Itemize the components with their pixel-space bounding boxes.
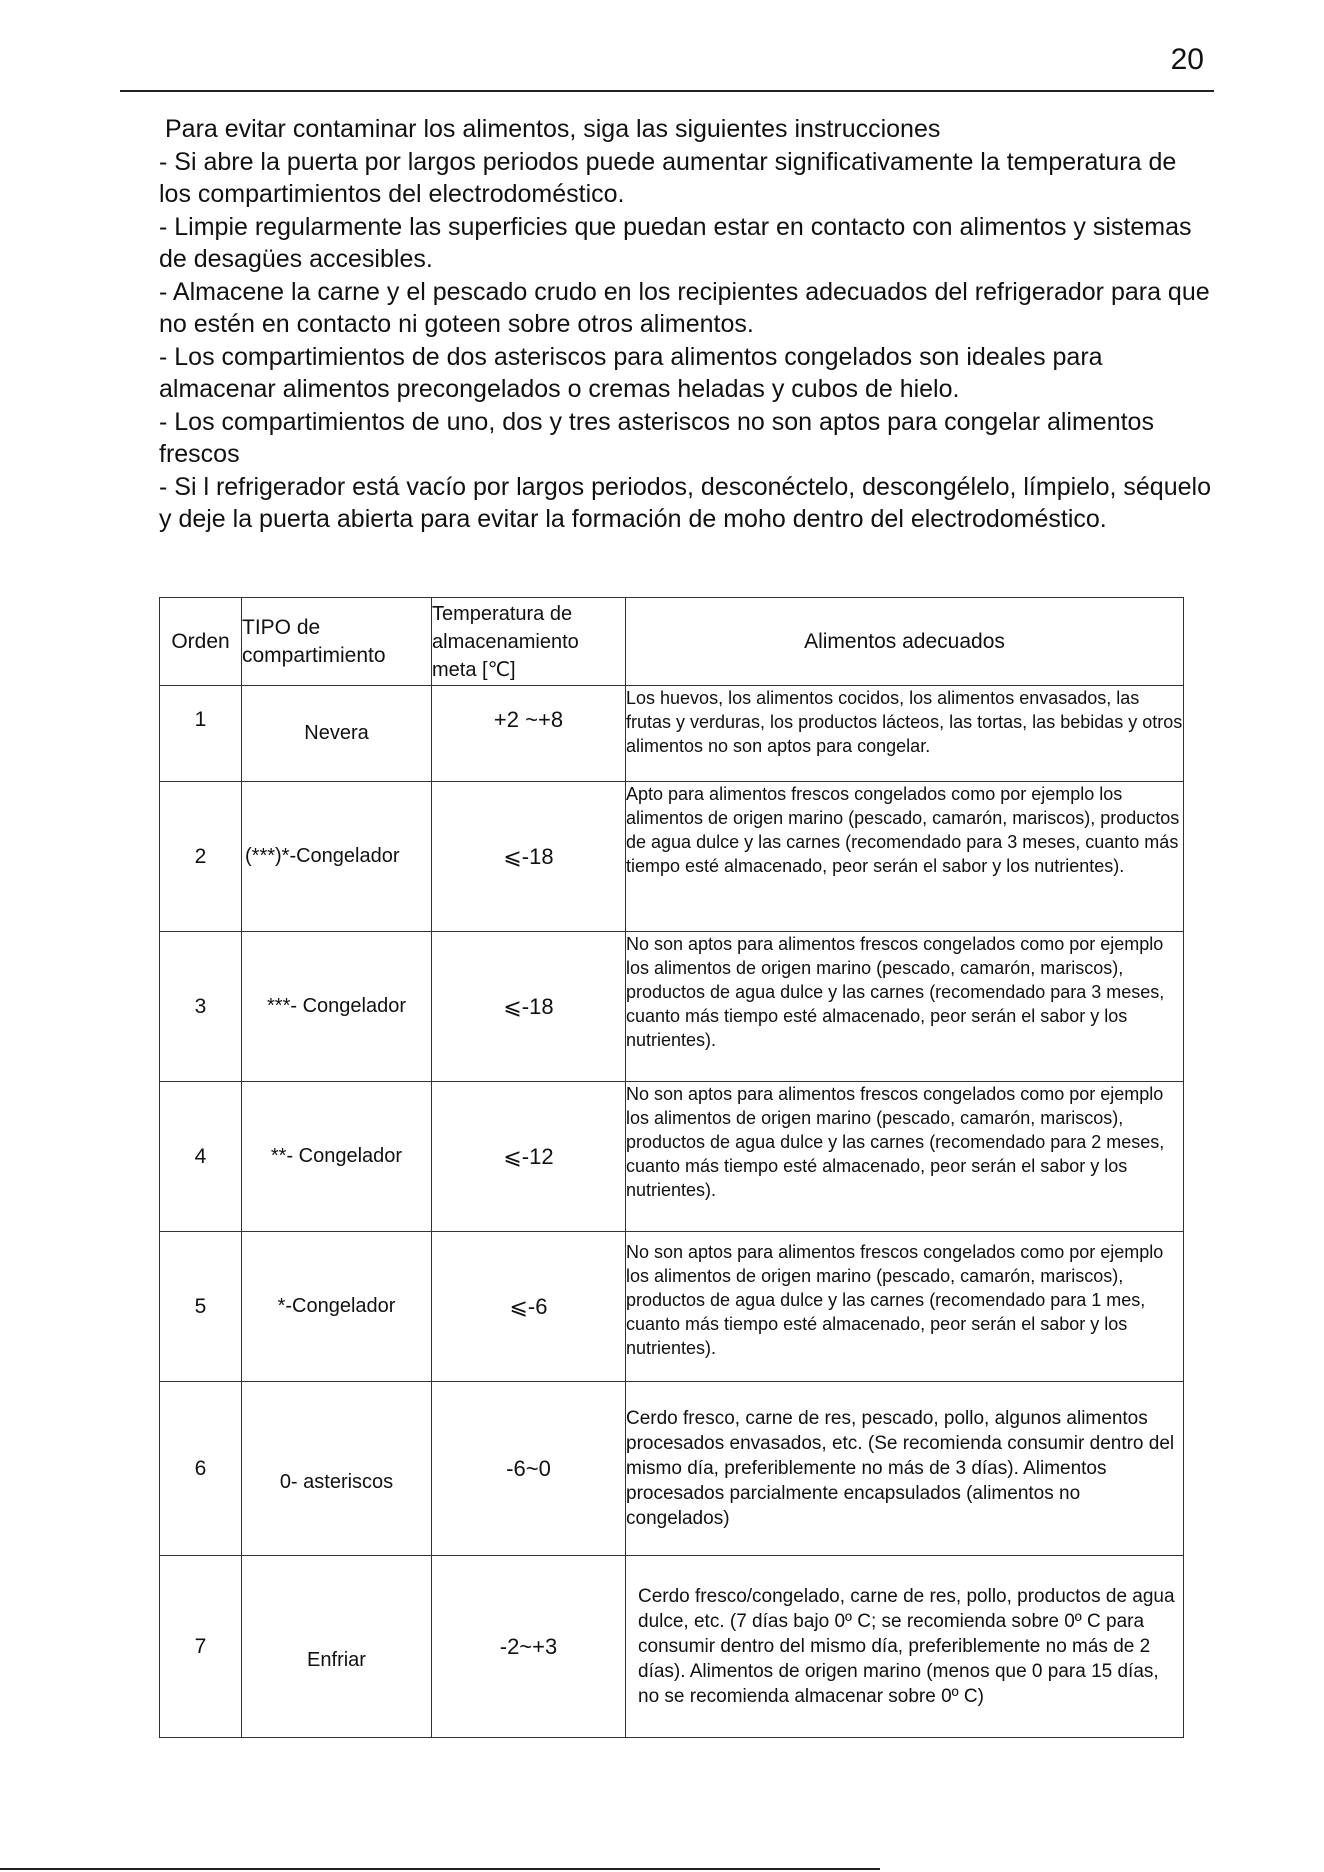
page-number: 20 bbox=[1170, 43, 1204, 76]
row-temp: ⩽-12 bbox=[432, 1082, 626, 1232]
row-foods: Apto para alimentos frescos congelados como por ejemplo los alimentos de origen marino (pescado, camarón, mariscos), productos de agua dulce y las carnes (recomendado para 3 meses, cuanto más tiempo esté almacenado, peor serán el sabor y los nutrientes). bbox=[626, 782, 1184, 932]
row-temp: ⩽-6 bbox=[432, 1232, 626, 1382]
table-row bbox=[160, 1382, 1184, 1556]
row-temp: -6~0 bbox=[432, 1382, 626, 1556]
row-type: **- Congelador bbox=[242, 1082, 432, 1232]
row-type: (***)*-Congelador bbox=[242, 782, 432, 932]
intro-line: - Si l refrigerador está vacío por largos periodos, desconéctelo, descongélelo, límpielo, séquelo y deje la puerta abierta para evitar la formación de moho dentro del electrodoméstico. bbox=[159, 472, 1211, 533]
row-order: 5 bbox=[160, 1232, 242, 1382]
row-foods: No son aptos para alimentos frescos congelados como por ejemplo los alimentos de origen marino (pescado, camarón, mariscos), productos de agua dulce y las carnes (recomendado para 1 mes, cuanto más tiempo esté almacenado, peor serán el sabor y los nutrientes). bbox=[626, 1232, 1184, 1382]
row-type: *-Congelador bbox=[242, 1232, 432, 1382]
row-order: 2 bbox=[160, 782, 242, 932]
row-temp: ⩽-18 bbox=[432, 932, 626, 1082]
table-row bbox=[160, 1082, 1184, 1232]
header-order: Orden bbox=[160, 598, 242, 686]
row-order: 6 bbox=[160, 1382, 242, 1556]
table-row bbox=[160, 686, 1184, 782]
table-row bbox=[160, 932, 1184, 1082]
row-order: 7 bbox=[160, 1556, 242, 1738]
header-foods: Alimentos adecuados bbox=[626, 598, 1184, 686]
row-order: 4 bbox=[160, 1082, 242, 1232]
header-type: TIPO de compartimiento bbox=[242, 598, 432, 686]
row-foods: Cerdo fresco/congelado, carne de res, pollo, productos de agua dulce, etc. (7 días bajo 0º C; se recomienda sobre 0º C para consumir dentro del mismo día, preferiblemente no más de 2 días). Alimentos de origen marino (menos que 0 para 15 días, no se recomienda almacenar sobre 0º C) bbox=[626, 1556, 1184, 1738]
table-row bbox=[160, 1556, 1184, 1738]
row-foods: No son aptos para alimentos frescos congelados como por ejemplo los alimentos de origen marino (pescado, camarón, mariscos), productos de agua dulce y las carnes (recomendado para 2 meses, cuanto más tiempo esté almacenado, peor serán el sabor y los nutrientes). bbox=[626, 1082, 1184, 1232]
table-row bbox=[160, 1232, 1184, 1382]
row-type: 0- asteriscos bbox=[242, 1382, 432, 1556]
header-divider bbox=[120, 90, 1214, 92]
header-temp: Temperatura de almacenamiento meta [℃] bbox=[432, 598, 626, 686]
table-header-row bbox=[160, 598, 1184, 686]
intro-instructions bbox=[159, 113, 1214, 536]
intro-line: Para evitar contaminar los alimentos, siga las siguientes instrucciones bbox=[165, 115, 941, 143]
intro-line: - Limpie regularmente las superficies que puedan estar en contacto con alimentos y sistemas de desagües accesibles. bbox=[159, 212, 1192, 273]
row-temp: +2 ~+8 bbox=[432, 686, 626, 782]
row-order: 3 bbox=[160, 932, 242, 1082]
row-type: ***- Congelador bbox=[242, 932, 432, 1082]
row-foods: Los huevos, los alimentos cocidos, los alimentos envasados, las frutas y verduras, los productos lácteos, las tortas, las bebidas y otros alimentos no son aptos para congelar. bbox=[626, 686, 1184, 782]
row-type: Nevera bbox=[242, 686, 432, 782]
row-temp: ⩽-18 bbox=[432, 782, 626, 932]
table-row bbox=[160, 782, 1184, 932]
row-type: Enfriar bbox=[242, 1556, 432, 1738]
row-foods: Cerdo fresco, carne de res, pescado, pollo, algunos alimentos procesados envasados, etc. (Se recomienda consumir dentro del mismo día, preferiblemente no más de 3 días). Alimentos procesados parcialmente encapsulados (alimentos no congelados) bbox=[626, 1382, 1184, 1556]
intro-line: - Si abre la puerta por largos periodos puede aumentar significativamente la temperatura de los compartimientos del electrodoméstico. bbox=[159, 147, 1177, 208]
row-temp: -2~+3 bbox=[432, 1556, 626, 1738]
row-foods: No son aptos para alimentos frescos congelados como por ejemplo los alimentos de origen marino (pescado, camarón, mariscos), productos de agua dulce y las carnes (recomendado para 3 meses, cuanto más tiempo esté almacenado, peor serán el sabor y los nutrientes). bbox=[626, 932, 1184, 1082]
intro-line: - Los compartimientos de uno, dos y tres asteriscos no son aptos para congelar alimentos frescos bbox=[159, 407, 1154, 468]
footer-divider bbox=[0, 1868, 880, 1870]
intro-line: - Almacene la carne y el pescado crudo en los recipientes adecuados del refrigerador para que no estén en contacto ni goteen sobre otros alimentos. bbox=[159, 277, 1210, 338]
intro-line: - Los compartimientos de dos asteriscos para alimentos congelados son ideales para almacenar alimentos precongelados o cremas heladas y cubos de hielo. bbox=[159, 342, 1103, 403]
storage-table bbox=[159, 597, 1184, 1738]
row-order: 1 bbox=[160, 686, 242, 782]
